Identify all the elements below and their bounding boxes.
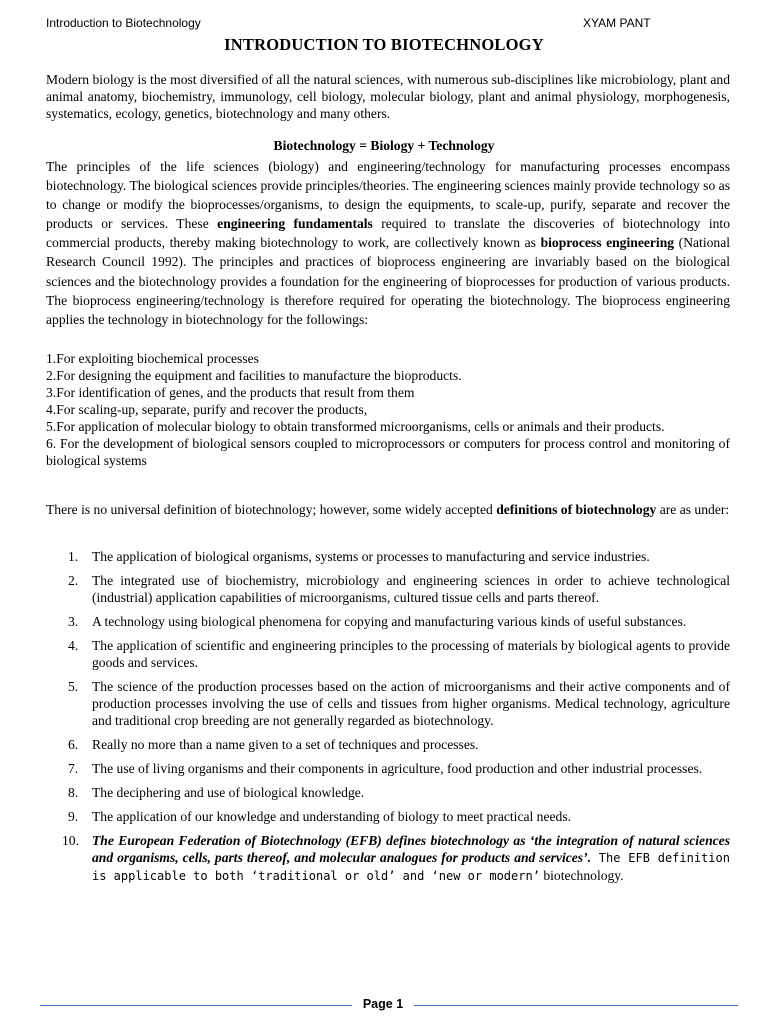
footer-rule-left bbox=[40, 1005, 352, 1006]
list-item-efb-definition: 10. The European Federation of Biotechnology (EFB) defines biotechnology as ‘the integration of natural sciences and organisms, cells, parts thereof, and molecular analogues for products and services’. The EFB definition is applicable to both ‘traditional or old’ and ‘new or modern’ biotechnology. bbox=[62, 833, 730, 883]
list-item: 7. The use of living organisms and their components in agriculture, food production and other industrial processes. bbox=[68, 761, 703, 776]
list-item: 2. The integrated use of biochemistry, microbiology and engineering sciences in order to achieve technological (industrial) application capabilities of microorganisms, cultured tissue cells and parts thereof. bbox=[68, 573, 730, 605]
list-item: 6. Really no more than a name given to a set of techniques and processes. bbox=[68, 737, 479, 752]
purpose-line: 1.For exploiting biochemical processes bbox=[46, 351, 259, 366]
list-item: 8. The deciphering and use of biological knowledge. bbox=[68, 785, 365, 800]
purpose-line: 5.For application of molecular biology to obtain transformed microorganisms, cells or animals and their products. bbox=[46, 419, 665, 434]
footer-rule-right bbox=[414, 1005, 738, 1006]
header-course-title: Introduction to Biotechnology bbox=[46, 16, 201, 30]
page-title: INTRODUCTION TO BIOTECHNOLOGY bbox=[224, 35, 544, 54]
intro-paragraph: Modern biology is the most diversified of all the natural sciences, with numerous sub-disciplines like microbiology, plant and animal anatomy, biochemistry, immunology, cell biology, molecular biology, plant and animal physiology, morphogenesis, systematics, ecology, genetics, biotechnology and many others. bbox=[46, 72, 730, 121]
bold-term: definitions of biotechnology bbox=[496, 502, 657, 517]
purposes-list bbox=[46, 350, 730, 469]
definitions-intro: There is no universal definition of biotechnology; however, some widely accepted definitions of biotechnology are as under: bbox=[46, 502, 730, 517]
formula-heading: Biotechnology = Biology + Technology bbox=[273, 138, 495, 153]
bold-term: bioprocess engineering bbox=[540, 235, 675, 251]
purpose-line: 3.For identification of genes, and the products that result from them bbox=[46, 385, 415, 400]
page-number: Page 1 bbox=[362, 997, 404, 1011]
definitions-list bbox=[46, 548, 730, 892]
principles-paragraph: The principles of the life sciences (biology) and engineering/technology for manufacturing processes encompass biotechnology. The biological sciences provide principles/theories. The engineering sciences mainly provide technology so as to change or modify the bioprocesses/organisms, to design the equipments, to scale-up, purify, separate and recover the products or services. These engineering fundamentals required to translate the discoveries of biotechnology into commercial products, thereby making biotechnology to work, are collectively known as bioprocess engineering (National Research Council 1992). The principles and practices of bioprocess engineering are invariably based on the biological sciences and the biotechnology provides a foundation for the engineering of bioprocesses for production of various products. The bioprocess engineering/technology is therefore required for operating the biotechnology. The bioprocess engineering applies the technology in biotechnology for the followings: bbox=[46, 159, 731, 327]
purpose-line: 6. For the development of biological sensors coupled to microprocessors or computers for process control and monitoring of biological systems bbox=[46, 436, 730, 468]
purpose-line: 4.For scaling-up, separate, purify and recover the products, bbox=[46, 402, 368, 417]
list-item: 1. The application of biological organisms, systems or processes to manufacturing and service industries. bbox=[68, 549, 650, 564]
list-item: 4. The application of scientific and engineering principles to the processing of materials by biological agents to provide goods and services. bbox=[68, 638, 730, 670]
list-item: 5. The science of the production processes based on the action of microorganisms and their active components and of production processes involving the use of cells and tissues from higher organisms. Medical technology, agriculture and traditional crop breeding are not generally regarded as biotechnology. bbox=[68, 679, 730, 728]
header-author: XYAM PANT bbox=[583, 16, 651, 30]
purpose-line: 2.For designing the equipment and facilities to manufacture the bioproducts. bbox=[46, 368, 462, 383]
list-item: 9. The application of our knowledge and understanding of biology to meet practical needs. bbox=[68, 809, 572, 824]
bold-term: engineering fundamentals bbox=[217, 216, 373, 232]
list-item: 3. A technology using biological phenomena for copying and manufacturing various kinds of useful substances. bbox=[68, 614, 687, 629]
